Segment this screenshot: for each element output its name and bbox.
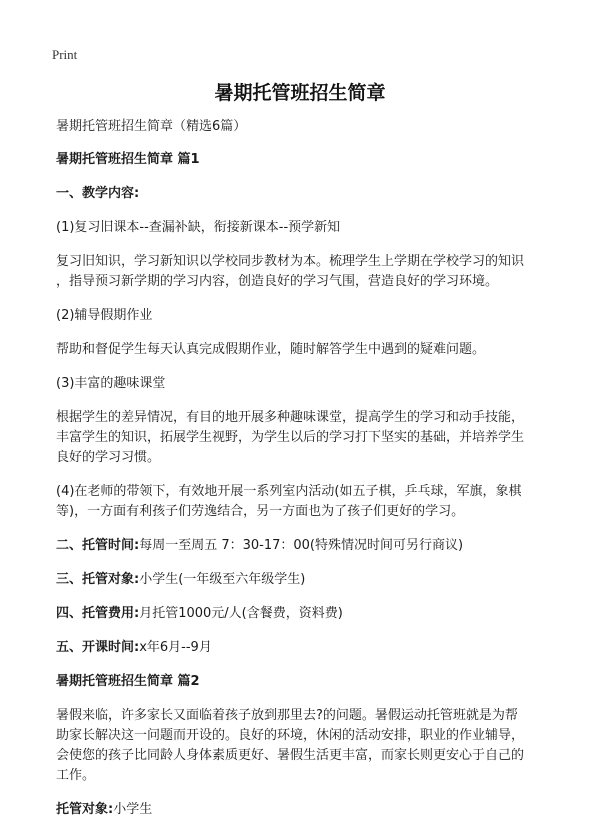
item-1-body bbox=[56, 252, 552, 292]
section-5-start bbox=[56, 638, 552, 658]
article-2-body-line: 工作。 bbox=[56, 768, 96, 783]
item-3-body-line: 丰富学生的知识，拓展学生视野，为学生以后的学习打下坚实的基础，并培养学生 bbox=[56, 430, 525, 445]
item-1-title: (1)复习旧课本--查漏补缺，衔接新课本--预学新知 bbox=[56, 220, 341, 235]
section-5-label: 五、开课时间: bbox=[56, 640, 140, 655]
item-4-body bbox=[56, 482, 552, 522]
item-2-body: 帮助和督促学生每天认真完成假期作业，随时解答学生中遇到的疑难问题。 bbox=[56, 342, 486, 357]
section-3-label: 三、托管对象: bbox=[56, 572, 140, 587]
item-2-title: (2)辅导假期作业 bbox=[56, 308, 153, 323]
document-body bbox=[56, 117, 552, 820]
page-title: 暑期托管班招生简章 bbox=[214, 82, 386, 104]
document-subtitle: 暑期托管班招生简章（精选6篇） bbox=[56, 119, 247, 134]
item-3-body-line: 根据学生的差异情况，有目的地开展多种趣味课堂，提高学生的学习和动手技能， bbox=[56, 410, 525, 425]
item-1-body-line: ，指导预习新学期的学习内容，创造良好的学习气围，营造良好的学习环境。 bbox=[56, 274, 499, 289]
article-2-body bbox=[56, 706, 552, 786]
section-5-value: x年6月--9月 bbox=[139, 640, 212, 655]
section-3-value: 小学生(一年级至六年级学生) bbox=[139, 572, 306, 587]
section-1-title: 一、教学内容: bbox=[56, 186, 140, 201]
article-2-target-label: 托管对象: bbox=[56, 802, 114, 817]
article-1-heading: 暑期托管班招生简章 篇1 bbox=[56, 152, 200, 167]
section-4-fee bbox=[56, 604, 552, 624]
item-1-body-line: 复习旧知识，学习新知识以学校同步教材为本。梳理学生上学期在学校学习的知识 bbox=[56, 254, 525, 269]
section-2-time bbox=[56, 536, 552, 556]
section-3-target bbox=[56, 570, 552, 590]
item-3-body bbox=[56, 408, 552, 468]
section-2-value: 每周一至周五 7：30-17：00(特殊情况时间可另行商议) bbox=[139, 538, 464, 553]
item-3-body-line: 良好的学习习惯。 bbox=[56, 450, 161, 465]
section-2-label: 二、托管时间: bbox=[56, 538, 140, 553]
article-2-body-line: 助家长解决这一问题而开设的。良好的环境，休闲的活动安排，职业的作业辅导， bbox=[56, 728, 525, 743]
section-4-value: 月托管1000元/人(含餐费，资料费) bbox=[139, 606, 343, 621]
item-4-body-line: 等)，一方面有利孩子们劳逸结合，另一方面也为了孩子们更好的学习。 bbox=[56, 504, 465, 519]
article-2-body-line: 会使您的孩子比同龄人身体素质更好、暑假生活更丰富，而家长则更安心于自己的 bbox=[56, 748, 525, 763]
print-label: Print bbox=[52, 47, 78, 62]
article-2-body-line: 暑假来临，许多家长又面临着孩子放到那里去?的问题。暑假运动托管班就是为帮 bbox=[56, 708, 518, 723]
article-2-target bbox=[56, 800, 552, 820]
section-4-label: 四、托管费用: bbox=[56, 606, 140, 621]
item-4-body-line: (4)在老师的带领下，有效地开展一系列室内活动(如五子棋，乒乓球，军旗，象棋 bbox=[56, 484, 522, 499]
item-3-title: (3)丰富的趣味课堂 bbox=[56, 376, 166, 391]
article-2-target-value: 小学生 bbox=[113, 802, 153, 817]
article-2-heading: 暑期托管班招生简章 篇2 bbox=[56, 674, 200, 689]
